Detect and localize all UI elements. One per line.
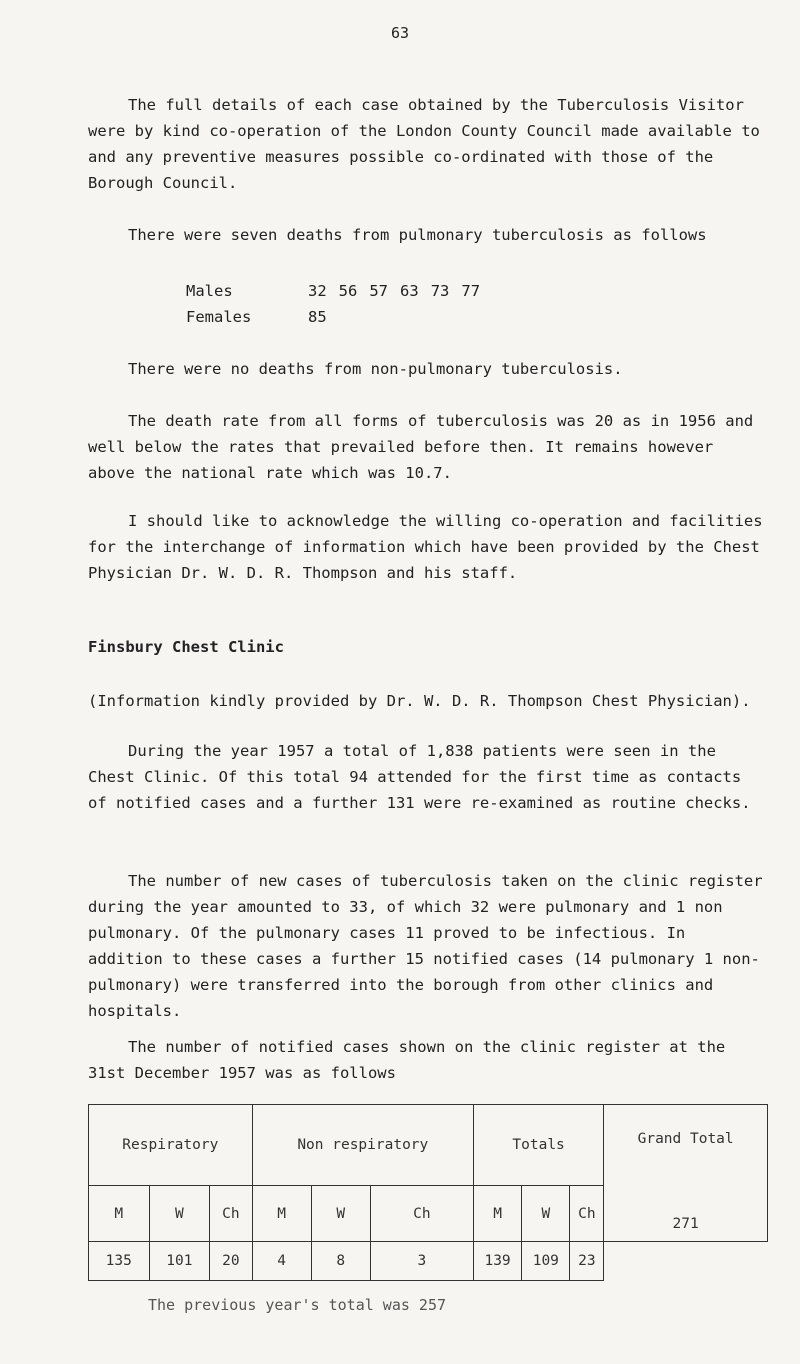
deaths-males-ages — [308, 278, 492, 304]
header-respiratory: Respiratory — [89, 1105, 253, 1186]
header-totals: Totals — [473, 1105, 603, 1186]
paragraph-new-cases: The number of new cases of tuberculosis taken on the clinic register during the year amounted to 33, of which 32 were pulmonary and 1 non pulmonary. Of the pulmonary cases 11 proved to be infectious. In addition to these cases a further 15 notified cases (14 pulmonary 1 non-pulmonary) were transferred into the borough from other clinics and hospitals. — [88, 872, 763, 1020]
grand-total-value: 271 — [672, 1216, 699, 1232]
table-cell: 4 — [252, 1242, 311, 1281]
subheader-cell: W — [522, 1186, 570, 1242]
header-non-respiratory: Non respiratory — [252, 1105, 473, 1186]
paragraph-information-source: (Information kindly provided by Dr. W. D. R. Thompson Chest Physician). — [88, 692, 751, 710]
grand-total-label: Grand Total — [637, 1131, 734, 1147]
table-cell: 101 — [149, 1242, 210, 1281]
table-cell: 23 — [570, 1242, 604, 1281]
section-heading-chest-clinic: Finsbury Chest Clinic — [88, 638, 284, 656]
deaths-females-ages — [308, 304, 339, 330]
male-age: 57 — [369, 282, 389, 300]
subheader-cell: M — [89, 1186, 150, 1242]
subheader-cell: W — [149, 1186, 210, 1242]
deaths-females-row — [186, 304, 492, 330]
header-grand-total — [604, 1105, 768, 1242]
paragraph-no-nonpulmonary-deaths: There were no deaths from non-pulmonary tuberculosis. — [128, 360, 623, 378]
subheader-cell: Ch — [370, 1186, 473, 1242]
table-cell: 139 — [473, 1242, 521, 1281]
male-age: 63 — [400, 282, 419, 300]
table-cell: 109 — [522, 1242, 570, 1281]
paragraph-patients-seen: During the year 1957 a total of 1,838 patients were seen in the Chest Clinic. Of this total 94 attended for the first time as contacts of notified cases and a further 131 were re-examined as routine checks. — [88, 742, 751, 812]
deaths-by-age-table — [186, 278, 492, 330]
deaths-males-label: Males — [186, 282, 233, 300]
subheader-cell: Ch — [210, 1186, 253, 1242]
paragraph-register-intro: The number of notified cases shown on the clinic register at the 31st December 1957 was as follows — [88, 1038, 726, 1082]
male-age: 77 — [461, 282, 481, 300]
subheader-cell: W — [311, 1186, 370, 1242]
male-age: 56 — [338, 282, 358, 300]
deaths-females-label: Females — [186, 308, 252, 326]
female-age: 85 — [308, 308, 327, 326]
table-cell: 20 — [210, 1242, 253, 1281]
table-cell: 8 — [311, 1242, 370, 1281]
paragraph-visitor-details: The full details of each case obtained by the Tuberculosis Visitor were by kind co-operation of the London County Council made available to and any preventive measures possible co-ordinated with those of the Borough Council. — [88, 96, 760, 192]
page-number: 63 — [390, 24, 410, 42]
male-age: 32 — [308, 282, 327, 300]
male-age: 73 — [430, 282, 450, 300]
table-row — [89, 1242, 768, 1281]
paragraph-acknowledgement: I should like to acknowledge the willing co-operation and facilities for the interchange of information which have been provided by the Chest Physician Dr. W. D. R. Thompson and his staff. — [88, 512, 763, 582]
paragraph-deaths-intro: There were seven deaths from pulmonary tuberculosis as follows — [128, 226, 707, 244]
subheader-cell: Ch — [570, 1186, 604, 1242]
table-cell: 3 — [370, 1242, 473, 1281]
deaths-males-row — [186, 278, 492, 304]
table-cell: 135 — [89, 1242, 150, 1281]
footer-previous-year-note: The previous year's total was 257 — [148, 1296, 447, 1314]
subheader-cell: M — [252, 1186, 311, 1242]
paragraph-death-rate: The death rate from all forms of tuberculosis was 20 as in 1956 and well below the rates that prevailed before then. It remains however above the national rate which was 10.7. — [88, 412, 754, 482]
table-header-row — [89, 1105, 768, 1186]
clinic-register-table — [88, 1104, 768, 1281]
subheader-cell: M — [473, 1186, 521, 1242]
